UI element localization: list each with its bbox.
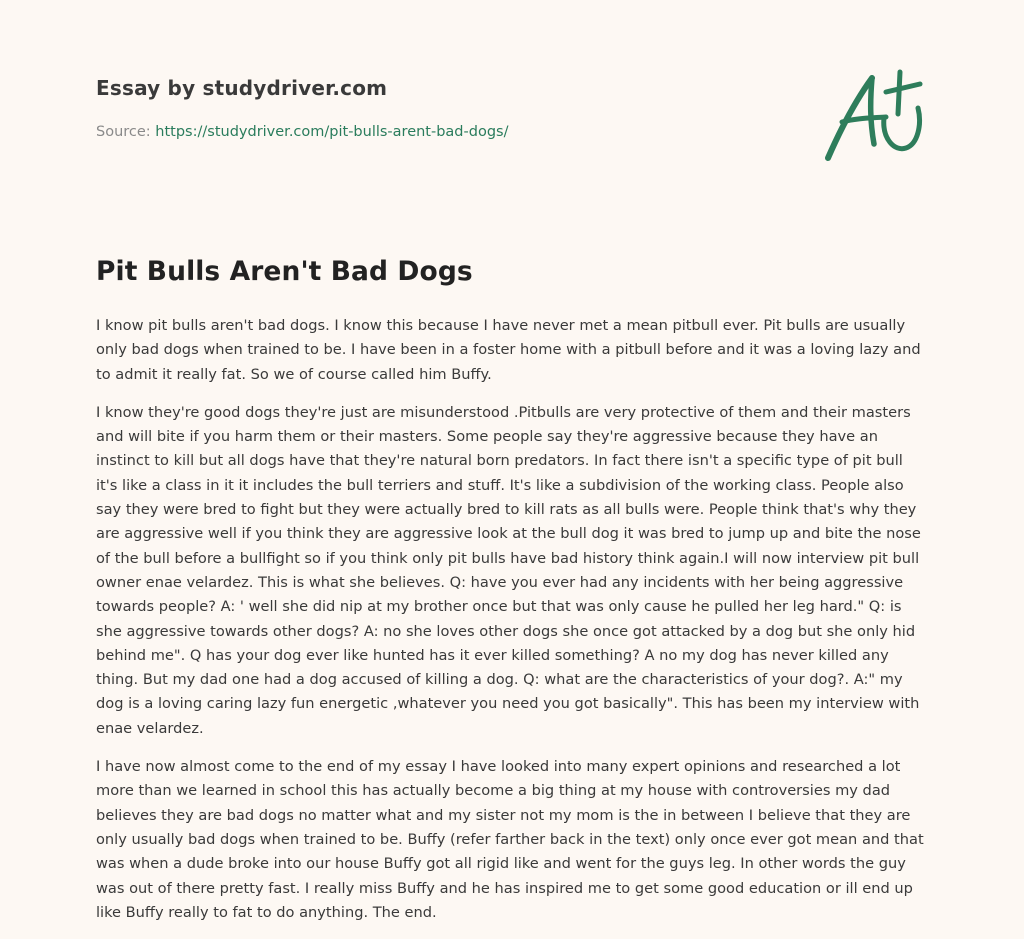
plus-horizontal-stroke [886, 84, 920, 92]
essay-body [96, 314, 928, 939]
essay-title: Pit Bulls Aren't Bad Dogs [96, 256, 473, 287]
essay-paragraph: I know pit bulls aren't bad dogs. I know this because I have never met a mean pitbull ever. Pit bulls are usually only bad dogs when trained to be. I have been in a foster home with a pitbull before and it was a loving lazy and to admit it really fat. So we of course called him Buffy. [96, 317, 921, 383]
essay-by-heading: Essay by studydriver.com [96, 76, 388, 100]
a-right-stroke [871, 78, 874, 144]
source-link[interactable]: https://studydriver.com/pit-bulls-arent-bad-dogs/ [155, 124, 509, 140]
essay-paragraph: I have now almost come to the end of my essay I have looked into many expert opinions and researched a lot more than we learned in school this has actually become a big thing at my house with controversies my dad believes they are bad dogs no matter what and my sister not my mom is the in between I believe that they are only usually bad dogs when trained to be. Buffy (refer farther back in the text) only once ever got mean and that was when a dude broke into our house Buffy got all rigid like and went for the guys leg. In other words the guy was out of there pretty fast. I really miss Buffy and he has inspired me to get some good education or ill end up like Buffy really to fat to do anything. The end. [96, 758, 924, 921]
smile-stroke [884, 108, 920, 149]
source-label: Source: [96, 124, 151, 140]
essay-paragraph: I know they're good dogs they're just are misunderstood .Pitbulls are very protective of them and their masters and will bite if you harm them or their masters. Some people say they're aggressive because they have an instinct to kill but all dogs have that they're natural born predators. In fact there isn't a specific type of pit bull it's like a class in it it includes the bull terriers and stuff. It's like a subdivision of the working class. People also say they were bred to fight but they were actually bred to kill rats as all bulls were. People think that's why they are aggressive well if you think they are aggressive look at the bull dog it was bred to jump up and bite the nose of the bull before a bullfight so if you think only pit bulls have bad history think again.I will now interview pit bull owner enae velardez. This is what she believes. Q: have you ever had any incidents with her being aggressive towards people? A: ' well she did nip at my brother once but that was only cause he pulled her leg hard." Q: is she aggressive towards other dogs? A: no she loves other dogs she once got attacked by a dog but she only hid behind me". Q has your dog ever like hunted has it ever killed something? A no my dog has never killed any thing. But my dad one had a dog accused of killing a dog. Q: what are the characteristics of your dog?. A:" my dog is a loving caring lazy fun energetic ,whatever you need you got basically". This has been my interview with enae velardez. [96, 403, 921, 737]
plus-vertical-stroke [898, 72, 900, 114]
a-plus-grade-icon [820, 62, 932, 170]
source-line [96, 124, 508, 140]
